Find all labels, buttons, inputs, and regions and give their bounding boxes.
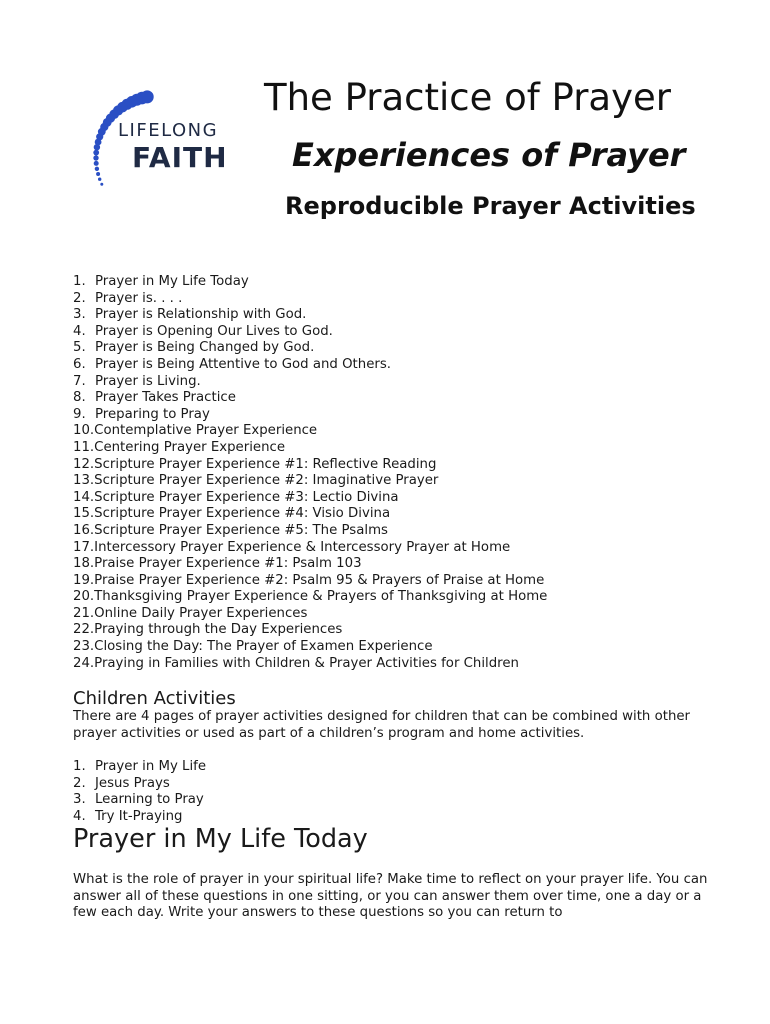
list-item-number: 9.: [73, 406, 86, 422]
list-item-number: 24.: [73, 655, 95, 671]
list-item: [73, 374, 547, 391]
list-item-text: Closing the Day: The Prayer of Examen Experience: [94, 639, 433, 655]
list-item: [73, 407, 547, 424]
list-item-number: 5.: [73, 340, 86, 356]
list-item: [73, 776, 206, 793]
list-item: [73, 423, 547, 440]
list-item-number: 21.: [73, 605, 95, 621]
list-item-text: Centering Prayer Experience: [94, 439, 285, 455]
list-item-text: Praise Prayer Experience #2: Psalm 95 & Prayers of Praise at Home: [94, 572, 545, 588]
list-item-text: Prayer is Being Changed by God.: [95, 340, 315, 356]
list-item: [73, 307, 547, 324]
list-item-text: Scripture Prayer Experience #1: Reflective Reading: [94, 456, 437, 472]
list-item-text: Prayer is. . . .: [95, 290, 183, 306]
list-item-text: Preparing to Pray: [95, 406, 210, 422]
list-item-number: 2.: [73, 775, 86, 791]
list-item-text: Try It-Praying: [95, 808, 183, 824]
logo-dot: [94, 144, 100, 150]
list-item: [73, 759, 206, 776]
list-item: [73, 792, 206, 809]
list-item: [73, 523, 547, 540]
list-item: [73, 573, 547, 590]
list-item-number: 1.: [73, 759, 86, 774]
list-item: [73, 473, 547, 490]
logo-dot: [96, 172, 100, 176]
list-item-number: 14.: [73, 489, 95, 505]
list-item-number: 10.: [73, 423, 95, 439]
list-item-text: Prayer is Opening Our Lives to God.: [95, 323, 333, 339]
list-item-text: Scripture Prayer Experience #2: Imaginative Prayer: [94, 473, 439, 489]
list-item-number: 3.: [73, 307, 86, 323]
list-item-number: 13.: [73, 473, 95, 489]
list-item-text: Prayer is Living.: [95, 373, 201, 389]
list-item-number: 4.: [73, 808, 86, 824]
logo-text-lifelong: LIFELONG: [118, 120, 219, 141]
list-item-text: Learning to Pray: [95, 792, 204, 808]
list-item: [73, 291, 547, 308]
list-item-text: Scripture Prayer Experience #3: Lectio Divina: [94, 489, 399, 505]
list-item: [73, 639, 547, 656]
logo-dot: [100, 183, 103, 186]
logo-text-faith: FAITH: [132, 141, 228, 174]
list-item-text: Praying through the Day Experiences: [94, 622, 343, 638]
list-item: [73, 622, 547, 639]
list-item: [73, 540, 547, 557]
list-item: [73, 809, 206, 826]
list-item-number: 23.: [73, 639, 95, 655]
logo-dot: [93, 155, 98, 160]
logo-dot: [94, 161, 99, 166]
list-item-number: 3.: [73, 792, 86, 808]
list-item: [73, 556, 547, 573]
list-item-text: Praying in Families with Children & Prayer Activities for Children: [94, 655, 519, 671]
list-item: [73, 506, 547, 523]
list-item: [73, 340, 547, 357]
logo-dot: [95, 167, 99, 171]
list-item: [73, 656, 547, 673]
page-title: The Practice of Prayer: [264, 76, 671, 119]
list-item: [73, 274, 547, 291]
list-item-text: Prayer is Relationship with God.: [95, 307, 307, 323]
list-item-text: Online Daily Prayer Experiences: [94, 605, 308, 621]
list-item: [73, 589, 547, 606]
list-item-number: 4.: [73, 323, 86, 339]
list-item: [73, 440, 547, 457]
list-item-number: 1.: [73, 274, 86, 289]
list-item-number: 11.: [73, 439, 95, 455]
list-item-number: 19.: [73, 572, 95, 588]
list-item-text: Scripture Prayer Experience #5: The Psalms: [94, 522, 388, 538]
list-item: [73, 606, 547, 623]
list-item: [73, 357, 547, 374]
list-item-text: Contemplative Prayer Experience: [94, 423, 318, 439]
page-subtitle-secondary: Reproducible Prayer Activities: [285, 192, 696, 220]
section-heading: Prayer in My Life Today: [73, 824, 368, 854]
list-item: [73, 457, 547, 474]
list-item-text: Prayer in My Life: [95, 759, 207, 774]
list-item-text: Scripture Prayer Experience #4: Visio Divina: [94, 506, 391, 522]
logo-dot: [98, 178, 101, 181]
list-item-number: 18.: [73, 556, 95, 572]
list-item-text: Prayer Takes Practice: [95, 390, 236, 406]
list-item-number: 8.: [73, 390, 86, 406]
list-item: [73, 324, 547, 341]
list-item-text: Prayer in My Life Today: [95, 274, 249, 289]
list-item-text: Prayer is Being Attentive to God and Others.: [95, 356, 391, 372]
list-item-text: Jesus Prays: [95, 775, 170, 791]
list-item-number: 12.: [73, 456, 95, 472]
list-item: [73, 490, 547, 507]
section-body: What is the role of prayer in your spiritual life? Make time to reflect on your prayer life. You can answer all of these questions in one sitting, or you can answer them over time, one a day or a few each day. Write your answers to these questions so you can return to: [73, 872, 708, 921]
children-activities-intro: There are 4 pages of prayer activities designed for children that can be combined with other prayer activities or used as part of a children’s program and home activities.: [73, 709, 691, 741]
list-item-number: 2.: [73, 290, 86, 306]
list-item-number: 15.: [73, 506, 95, 522]
list-item-text: Intercessory Prayer Experience & Intercessory Prayer at Home: [94, 539, 511, 555]
contents-list: [73, 274, 547, 672]
list-item-text: Thanksgiving Prayer Experience & Prayers of Thanksgiving at Home: [94, 589, 548, 605]
children-activities-heading: Children Activities: [73, 688, 236, 709]
list-item-number: 20.: [73, 589, 95, 605]
list-item-text: Praise Prayer Experience #1: Psalm 103: [94, 556, 362, 572]
list-item-number: 7.: [73, 373, 86, 389]
logo-dot: [93, 150, 99, 156]
page-subtitle: Experiences of Prayer: [292, 136, 686, 174]
children-activities-list: [73, 759, 206, 825]
list-item-number: 22.: [73, 622, 95, 638]
list-item-number: 16.: [73, 522, 95, 538]
list-item: [73, 390, 547, 407]
list-item-number: 17.: [73, 539, 95, 555]
list-item-number: 6.: [73, 356, 86, 372]
